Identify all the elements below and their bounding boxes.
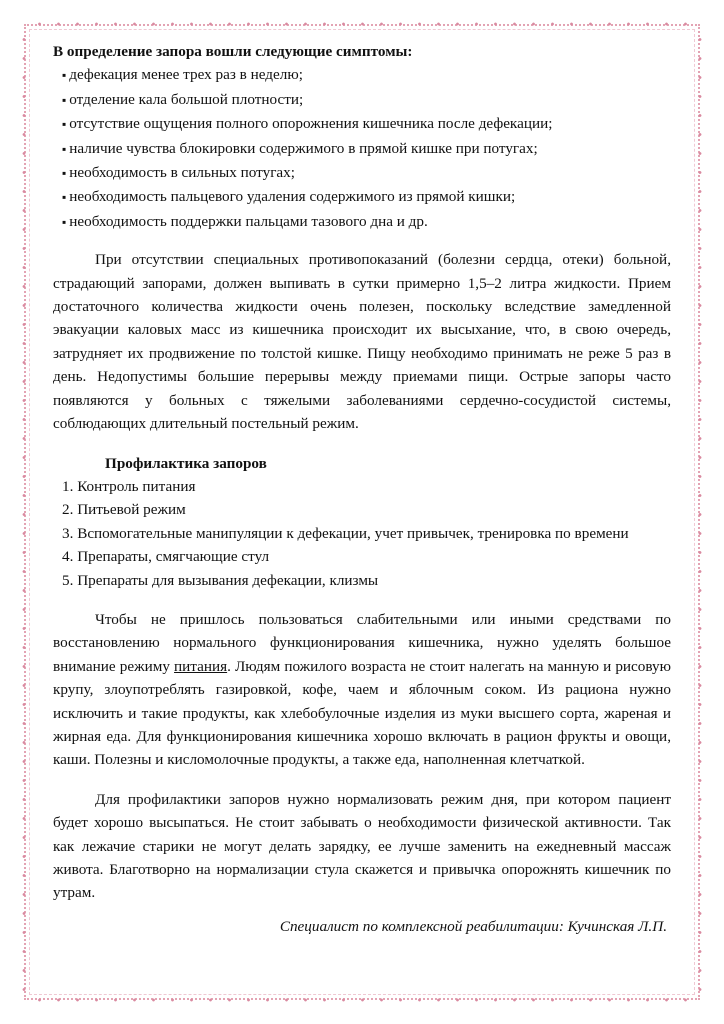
list-item: ▪ необходимость пальцевого удаления содержимого из прямой кишки; — [62, 185, 671, 209]
symptoms-heading: В определение запора вошли следующие симптомы: — [53, 43, 413, 60]
paragraph-text: Чтобы не пришлось пользоваться слабительными или иными средствами по восстановлению нормального функционирования кишечника, нужно уделять большое внимание режиму — [53, 610, 671, 675]
border-dots-right — [696, 30, 704, 994]
border-dots-top — [30, 20, 694, 28]
border-dots-left — [20, 30, 28, 994]
nutrition-link[interactable]: питания — [174, 657, 228, 675]
list-item: ▪ отделение кала большой плотности; — [62, 88, 671, 112]
list-item: 4. Препараты, смягчающие стул — [62, 548, 270, 566]
fluid-diet-paragraph: При отсутствии специальных противопоказаний (болезни сердца, отеки) больной, страдающий запорами, должен выпивать в сутки примерно 1,5–2 литра жидкости. Прием достаточного количества жидкости очень полезен, поскольку вследствие замедленной эвакуации каловых масс из кишечника происходит их высыхание, что, в свою очередь, затрудняет их продвижение по толстой кишке. Пищу необходимо принимать не реже 5 раз в день. Недопустимы большие перерывы между приемами пищи. Острые запоры часто появляются у больных с тяжелыми заболеваниями сердечно-сосудистой системы, соблюдающих длительный постельный режим. — [53, 251, 671, 433]
signature: Специалист по комплексной реабилитации: Кучинская Л.П. — [279, 917, 667, 935]
document-body — [53, 40, 671, 953]
list-item: ▪ необходимость в сильных потугах; — [62, 161, 671, 185]
border-dots-bottom — [30, 996, 694, 1004]
symptoms-list — [53, 63, 671, 234]
daily-routine-paragraph: Для профилактики запоров нужно нормализовать режим дня, при котором пациент будет хорошо высыпаться. Не стоит забывать о необходимости физической активности. Так как лежачие старики не могут делать зарядку, ее лучше заменить на ежедневный массаж живота. Благотворно на нормализации стула скажется и привычка опорожнять кишечник по утрам. — [53, 790, 671, 902]
list-item: 3. Вспомогательные манипуляции к дефекации, учет привычек, тренировка по времени — [62, 524, 629, 542]
list-item: 5. Препараты для вызывания дефекации, клизмы — [62, 571, 379, 589]
list-item: ▪ необходимость поддержки пальцами тазового дна и др. — [62, 210, 671, 234]
paragraph-text: . Людям пожилого возраста не стоит налегать на манную и рисовую крупу, злоупотреблять газировкой, кофе, чаем и яблочным соком. Из рациона нужно исключить и такие продукты, как хлебобулочные изделия из муки высшего сорта, жареная и жирная еда. Для функционирования кишечника хорошо включать в рацион фрукты и овощи, каши. Полезны и кисломолочные продукты, а также еда, наполненная клетчаткой. — [53, 657, 671, 769]
prevention-list — [53, 475, 671, 592]
list-item: ▪ наличие чувства блокировки содержимого в прямой кишке при потугах; — [62, 137, 671, 161]
list-item: ▪ дефекация менее трех раз в неделю; — [62, 63, 671, 87]
prevention-title: Профилактика запоров — [105, 454, 267, 472]
list-item: 1. Контроль питания — [62, 477, 196, 495]
list-item: 2. Питьевой режим — [62, 501, 186, 519]
nutrition-paragraph — [53, 608, 671, 772]
list-item: ▪ отсутствие ощущения полного опорожнения кишечника после дефекации; — [62, 112, 671, 136]
